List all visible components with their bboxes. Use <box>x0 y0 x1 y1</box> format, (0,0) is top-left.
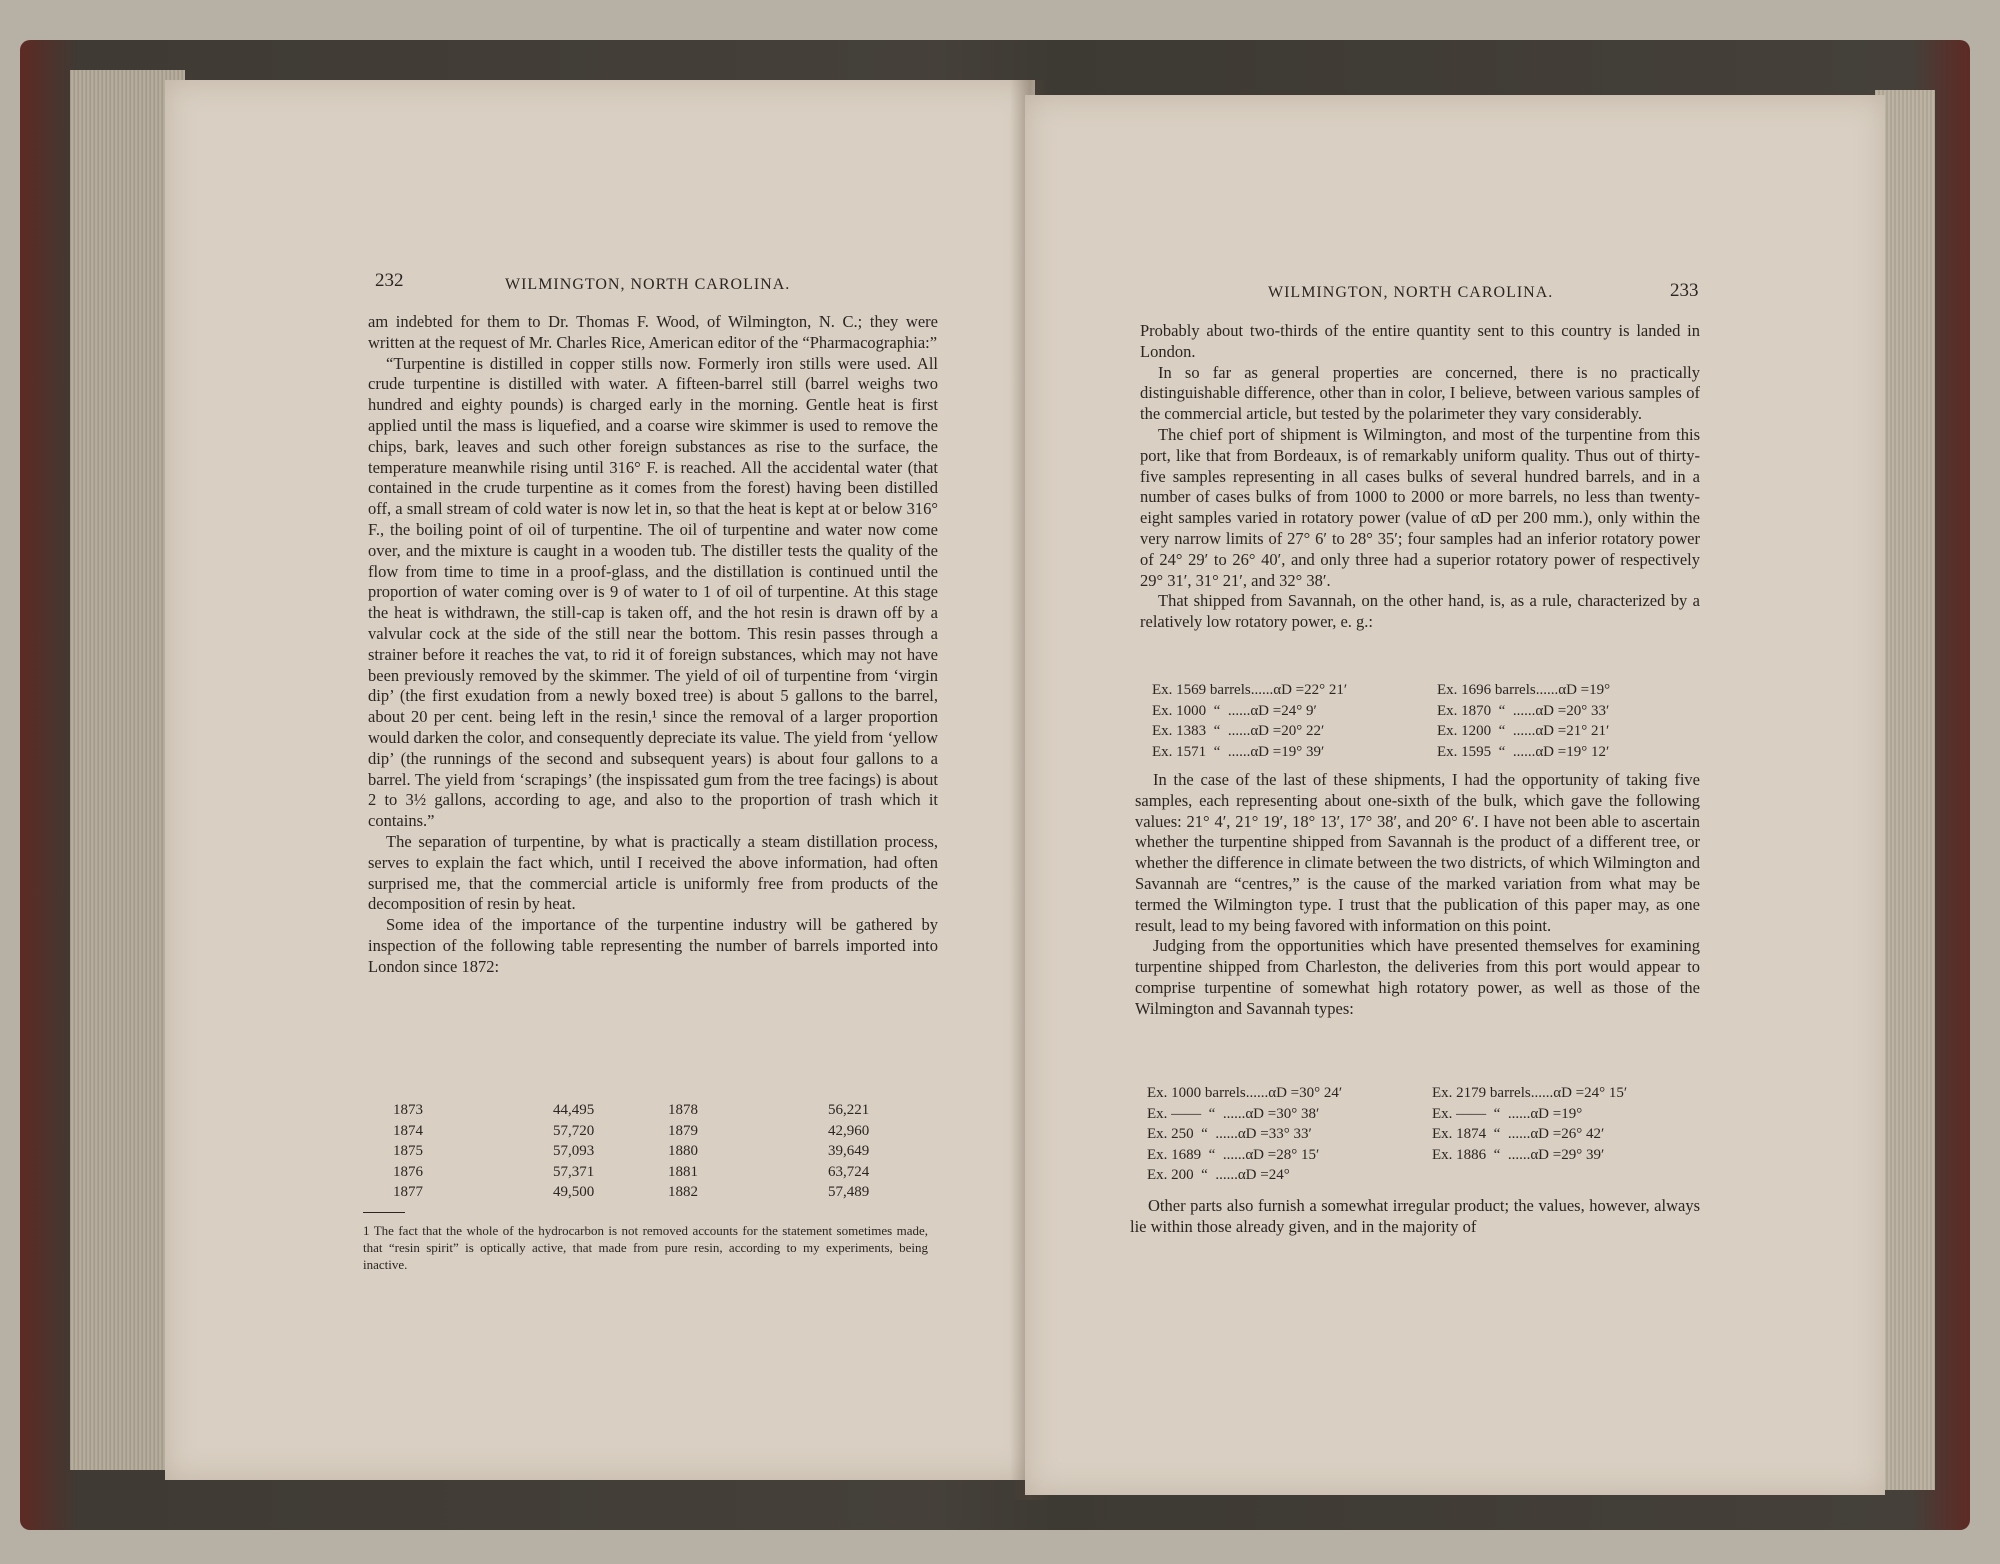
paragraph: Probably about two-thirds of the entire quantity sent to this country is landed in London. <box>1140 321 1700 361</box>
right-body-text-a <box>1140 321 1700 633</box>
right-running-head: WILMINGTON, NORTH CAROLINA. <box>1268 284 1554 301</box>
left-page-number: 232 <box>375 270 404 291</box>
table-cell: Ex. 1200 “ ......αD =21° 21′ <box>1437 723 1610 739</box>
table-row <box>393 1162 913 1183</box>
table-row <box>1152 701 1697 722</box>
paragraph: The chief port of shipment is Wilmington, and most of the turpentine from this port, like that from Bordeaux, is of remarkably uniform quality. Thus out of thirty-five samples representing in all cases bulks of several hundred barrels, and in a number of cases bulks of from 1000 to 2000 or more barrels, no less than twenty-eight samples varied in rotatory power (value of αD per 200 mm.), only within the very narrow limits of 27° 6′ to 28° 35′; four samples had an inferior rotatory power of 24° 29′ to 26° 40′, and only three had a superior rotatory power of respectively 29° 31′, 31° 21′, and 32° 38′. <box>1140 424 1700 590</box>
table-row <box>393 1182 913 1203</box>
table-cell-value: 57,093 <box>553 1143 595 1159</box>
table-cell: Ex. 1000 “ ......αD =24° 9′ <box>1152 702 1317 719</box>
right-page-number: 233 <box>1670 280 1699 301</box>
table-cell-value: 63,724 <box>828 1163 870 1180</box>
table-row <box>1147 1104 1697 1125</box>
table-row <box>1147 1083 1697 1104</box>
table-cell: Ex. 1696 barrels......αD =19° <box>1437 682 1611 698</box>
table-cell-year: 1880 <box>668 1143 698 1159</box>
footnote-rule <box>363 1212 405 1213</box>
table-cell-year: 1875 <box>393 1143 423 1159</box>
imports-table <box>393 1100 913 1203</box>
table-cell-value: 56,221 <box>828 1102 870 1118</box>
left-running-head: WILMINGTON, NORTH CAROLINA. <box>505 276 791 293</box>
table-cell-year: 1881 <box>668 1163 698 1180</box>
table-cell: Ex. 200 “ ......αD =24° <box>1147 1167 1290 1183</box>
table-row <box>393 1141 913 1162</box>
paragraph: am indebted for them to Dr. Thomas F. Wood, of Wilmington, N. C.; they were written at the request of Mr. Charles Rice, American editor of the “Pharmacographia:” <box>368 312 938 352</box>
table-cell-year: 1874 <box>393 1122 423 1139</box>
table-cell: Ex. 1689 “ ......αD =28° 15′ <box>1147 1146 1320 1163</box>
table-cell: Ex. 2179 barrels......αD =24° 15′ <box>1432 1085 1628 1101</box>
paragraph: “Turpentine is distilled in copper stills now. Formerly iron stills were used. All crude turpentine is distilled with water. A fifteen-barrel still (barrel weighs two hundred and eighty pounds) is charged early in the morning. Gentle heat is first applied until the mass is liquefied, and a coarse wire skimmer is used to remove the chips, bark, leaves and such other foreign substances as rise to the surface, the temperature meanwhile rising until 316° F. is reached. All the accidental water (that contained in the crude turpentine as it comes from the forest) having been distilled off, a small stream of cold water is now let in, so that the heat is kept at or below 316° F., the boiling point of oil of turpentine. The oil of turpentine and water now come over, and the mixture is caught in a wooden tub. The distiller tests the quality of the flow from time to time in a proof-glass, and the distillation is continued until the proportion of water coming over is 9 of water to 1 of oil of turpentine. At this stage the heat is withdrawn, the still-cap is taken off, and the hot resin is drawn off by a valvular cock at the side of the still near the bottom. This resin passes through a strainer before it reaches the vat, to rid it of foreign substances, which may not have been previously removed by the skimmer. The yield of oil of turpentine from ‘virgin dip’ (the first exudation from a newly boxed tree) is about 5 gallons to the barrel, about 20 per cent. being left in the resin,¹ since the removal of a larger proportion would darken the color, and consequently depreciate its value. The yield from ‘yellow dip’ (the runnings of the second and subsequent years) is about four gallons to a barrel. The yield from ‘scrapings’ (the inspissated gum from the tree facings) is about 2 to 3½ gallons, according to age, and also to the proportion of trash which it contains.” <box>368 353 938 831</box>
table-row <box>1147 1165 1697 1186</box>
right-body-text-b <box>1135 770 1700 1020</box>
table-cell: Ex. 1383 “ ......αD =20° 22′ <box>1152 723 1325 739</box>
table-cell-year: 1879 <box>668 1122 698 1139</box>
paragraph: The separation of turpentine, by what is practically a steam distillation process, serves to explain the fact which, until I received the above information, had often surprised me, that the commercial article is uniformly free from products of the decomposition of resin by heat. <box>368 831 938 914</box>
table-cell-value: 57,371 <box>553 1163 595 1180</box>
table-cell: Ex. 1000 barrels......αD =30° 24′ <box>1147 1085 1343 1101</box>
right-body-text-c <box>1130 1196 1700 1238</box>
table-row <box>1152 742 1697 763</box>
table-cell-value: 57,489 <box>828 1184 870 1200</box>
table-cell-year: 1873 <box>393 1102 423 1118</box>
table-cell: Ex. 1874 “ ......αD =26° 42′ <box>1432 1126 1605 1142</box>
paragraph: That shipped from Savannah, on the other hand, is, as a rule, characterized by a relatively low rotatory power, e. g.: <box>1140 591 1700 632</box>
table-row <box>393 1121 913 1142</box>
footnote: 1 The fact that the whole of the hydrocarbon is not removed accounts for the statement sometimes made, that “resin spirit” is optically active, that made from pure resin, according to my experiments, being inactive. <box>363 1223 928 1272</box>
table-cell-year: 1877 <box>393 1184 423 1200</box>
table-cell: Ex. 1886 “ ......αD =29° 39′ <box>1432 1146 1605 1163</box>
table-cell: Ex. —— “ ......αD =19° <box>1432 1105 1583 1122</box>
charleston-table <box>1147 1083 1697 1186</box>
table-cell: Ex. 1571 “ ......αD =19° 39′ <box>1152 743 1325 760</box>
table-cell-value: 42,960 <box>828 1122 870 1139</box>
table-cell: Ex. 1569 barrels......αD =22° 21′ <box>1152 682 1348 698</box>
table-cell-value: 39,649 <box>828 1143 870 1159</box>
table-cell: Ex. 250 “ ......αD =33° 33′ <box>1147 1126 1312 1142</box>
table-cell-year: 1882 <box>668 1184 698 1200</box>
table-cell-year: 1878 <box>668 1102 698 1118</box>
table-cell: Ex. 1595 “ ......αD =19° 12′ <box>1437 743 1610 760</box>
paragraph: Some idea of the importance of the turpentine industry will be gathered by inspection of the following table representing the number of barrels imported into London since 1872: <box>368 915 938 976</box>
left-body-text <box>368 312 938 978</box>
table-row <box>393 1100 913 1121</box>
table-row <box>1152 721 1697 742</box>
table-row <box>1147 1145 1697 1166</box>
paragraph: In so far as general properties are concerned, there is no practically distinguishable difference, other than in color, I believe, between various samples of the commercial article, but tested by the polarimeter they vary considerably. <box>1140 362 1700 424</box>
paragraph: Other parts also furnish a somewhat irregular product; the values, however, always lie within those already given, and in the majority of <box>1130 1196 1700 1236</box>
paragraph: In the case of the last of these shipments, I had the opportunity of taking five samples, each representing about one-sixth of the bulk, which gave the following values: 21° 4′, 21° 19′, 18° 13′, 17° 38′, and 20° 6′. I have not been able to ascertain whether the turpentine shipped from Savannah is the product of a different tree, or whether the difference in climate between the two districts, of which Wilmington and Savannah are “centres,” is the cause of the marked variation from what may be termed the Wilmington type. I trust that the publication of this paper may, as one result, lead to my being favored with information on this point. <box>1135 770 1700 935</box>
table-row <box>1147 1124 1697 1145</box>
table-cell-value: 49,500 <box>553 1184 595 1200</box>
table-cell-value: 44,495 <box>553 1102 595 1118</box>
table-row <box>1152 680 1697 701</box>
table-cell: Ex. 1870 “ ......αD =20° 33′ <box>1437 702 1610 719</box>
table-cell-year: 1876 <box>393 1163 423 1180</box>
savannah-table <box>1152 680 1697 762</box>
table-cell-value: 57,720 <box>553 1122 595 1139</box>
table-cell: Ex. —— “ ......αD =30° 38′ <box>1147 1105 1320 1122</box>
paragraph: Judging from the opportunities which have presented themselves for examining turpentine shipped from Charleston, the deliveries from this port would appear to comprise turpentine of somewhat high rotatory power, as well as those of the Wilmington and Savannah types: <box>1135 936 1700 1018</box>
